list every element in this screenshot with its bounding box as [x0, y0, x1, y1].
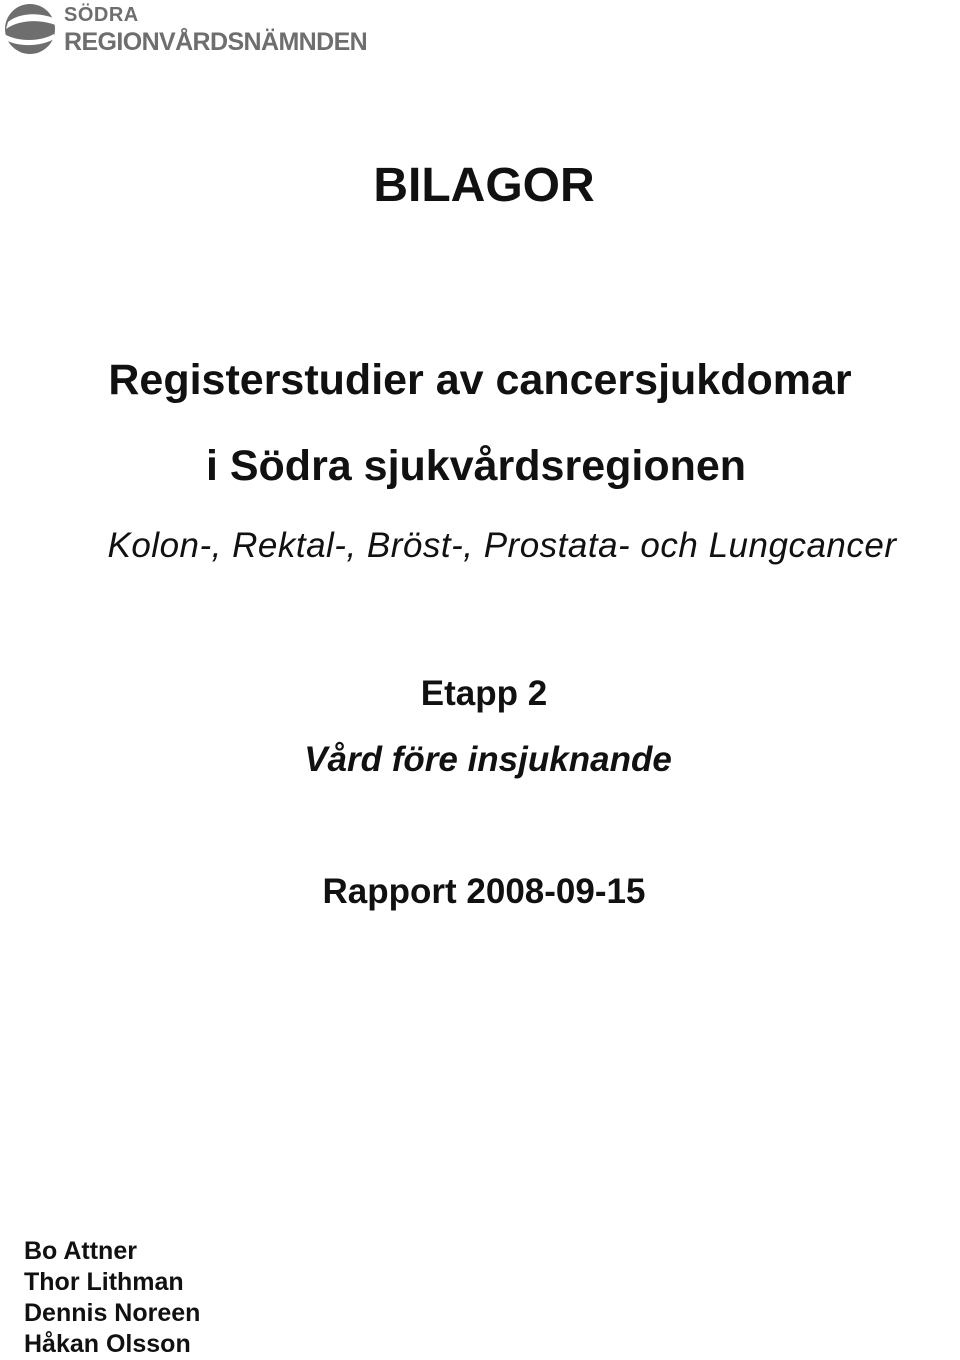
author-name: Håkan Olsson: [24, 1330, 191, 1358]
report-date: Rapport 2008-09-15: [322, 872, 646, 911]
logo-text-sodra: SÖDRA: [64, 4, 139, 26]
logo: [2, 2, 392, 60]
author-list: [24, 1236, 200, 1360]
document-title-line-2: i Södra sjukvårdsregionen: [205, 442, 747, 490]
author-name: Thor Lithman: [24, 1268, 184, 1296]
sodra-logo-mark-icon: [2, 2, 60, 56]
author-name: Dennis Noreen: [24, 1299, 201, 1327]
stage-label: Etapp 2: [420, 674, 548, 713]
stage-title: Vård före insjuknande: [304, 740, 672, 779]
document-subtitle: Kolon-, Rektal-, Bröst-, Prostata- och Lungcancer: [107, 526, 897, 565]
page-heading: BILAGOR: [373, 159, 595, 212]
document-title-line-1: Registerstudier av cancersjukdomar: [108, 356, 852, 404]
logo-text-regionvardsnamnden: REGIONVÅRDSNÄMNDEN: [64, 28, 368, 56]
author-name: Bo Attner: [24, 1237, 137, 1265]
